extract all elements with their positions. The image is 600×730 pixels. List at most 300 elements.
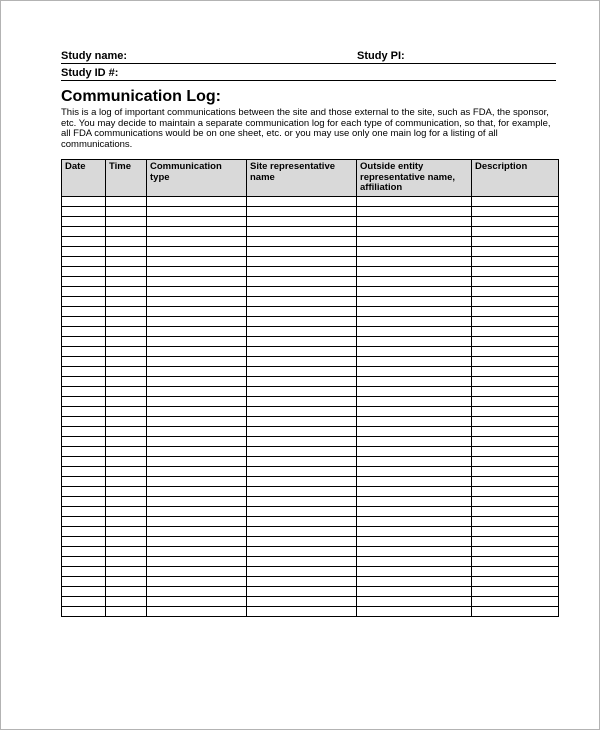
table-cell[interactable]: [247, 206, 357, 216]
table-cell[interactable]: [357, 506, 472, 516]
table-cell[interactable]: [147, 296, 247, 306]
table-cell[interactable]: [472, 586, 559, 596]
table-cell[interactable]: [247, 266, 357, 276]
table-cell[interactable]: [147, 406, 247, 416]
table-row: [62, 356, 559, 366]
column-header: Outside entity representative name, affiliation: [357, 160, 472, 197]
table-cell[interactable]: [472, 596, 559, 606]
table-cell[interactable]: [62, 496, 106, 506]
table-cell[interactable]: [147, 556, 247, 566]
table-row: [62, 326, 559, 336]
table-cell[interactable]: [472, 296, 559, 306]
table-cell[interactable]: [357, 536, 472, 546]
table-cell[interactable]: [357, 576, 472, 586]
table-cell[interactable]: [472, 496, 559, 506]
table-cell[interactable]: [357, 406, 472, 416]
table-cell[interactable]: [247, 316, 357, 326]
table-cell[interactable]: [472, 526, 559, 536]
table-cell[interactable]: [247, 196, 357, 206]
table-cell[interactable]: [472, 196, 559, 206]
table-cell[interactable]: [357, 336, 472, 346]
table-row: [62, 556, 559, 566]
table-cell[interactable]: [62, 386, 106, 396]
table-cell[interactable]: [106, 526, 147, 536]
table-cell[interactable]: [472, 546, 559, 556]
table-cell[interactable]: [62, 216, 106, 226]
table-cell[interactable]: [62, 316, 106, 326]
table-cell[interactable]: [62, 246, 106, 256]
table-cell[interactable]: [357, 556, 472, 566]
table-cell[interactable]: [62, 486, 106, 496]
table-cell[interactable]: [147, 386, 247, 396]
table-row: [62, 466, 559, 476]
table-cell[interactable]: [106, 496, 147, 506]
study-pi-blank[interactable]: [405, 49, 556, 63]
table-cell[interactable]: [472, 606, 559, 616]
table-cell[interactable]: [147, 576, 247, 586]
table-cell[interactable]: [147, 346, 247, 356]
column-header: Site representative name: [247, 160, 357, 197]
table-cell[interactable]: [62, 426, 106, 436]
table-cell[interactable]: [357, 366, 472, 376]
table-cell[interactable]: [357, 276, 472, 286]
table-cell[interactable]: [357, 376, 472, 386]
table-cell[interactable]: [357, 206, 472, 216]
table-cell[interactable]: [106, 426, 147, 436]
table-cell[interactable]: [357, 486, 472, 496]
table-cell[interactable]: [357, 306, 472, 316]
table-cell[interactable]: [357, 196, 472, 206]
table-cell[interactable]: [247, 366, 357, 376]
table-cell[interactable]: [357, 496, 472, 506]
table-cell[interactable]: [472, 246, 559, 256]
study-id-label: Study ID #:: [61, 67, 119, 79]
table-cell[interactable]: [357, 546, 472, 556]
table-cell[interactable]: [62, 446, 106, 456]
table-cell[interactable]: [106, 566, 147, 576]
table-cell[interactable]: [147, 606, 247, 616]
table-cell[interactable]: [106, 366, 147, 376]
table-cell[interactable]: [357, 416, 472, 426]
table-cell[interactable]: [357, 286, 472, 296]
table-cell[interactable]: [357, 526, 472, 536]
table-row: [62, 506, 559, 516]
table-cell[interactable]: [357, 346, 472, 356]
table-cell[interactable]: [62, 566, 106, 576]
table-cell[interactable]: [147, 336, 247, 346]
table-cell[interactable]: [472, 366, 559, 376]
table-cell[interactable]: [247, 276, 357, 286]
table-cell[interactable]: [106, 306, 147, 316]
table-cell[interactable]: [247, 256, 357, 266]
table-cell[interactable]: [357, 466, 472, 476]
table-cell[interactable]: [247, 596, 357, 606]
table-cell[interactable]: [247, 456, 357, 466]
table-cell[interactable]: [147, 466, 247, 476]
table-cell[interactable]: [147, 546, 247, 556]
table-row: [62, 196, 559, 206]
table-row: [62, 486, 559, 496]
table-cell[interactable]: [247, 506, 357, 516]
table-cell[interactable]: [147, 356, 247, 366]
table-cell[interactable]: [106, 356, 147, 366]
table-cell[interactable]: [247, 406, 357, 416]
table-cell[interactable]: [357, 456, 472, 466]
table-cell[interactable]: [472, 466, 559, 476]
table-cell[interactable]: [247, 586, 357, 596]
table-cell[interactable]: [106, 516, 147, 526]
table-row: [62, 446, 559, 456]
table-cell[interactable]: [247, 496, 357, 506]
table-cell[interactable]: [147, 246, 247, 256]
table-header: [62, 160, 559, 197]
table-cell[interactable]: [472, 426, 559, 436]
table-cell[interactable]: [247, 326, 357, 336]
table-cell[interactable]: [62, 576, 106, 586]
table-cell[interactable]: [106, 586, 147, 596]
table-cell[interactable]: [62, 456, 106, 466]
table-cell[interactable]: [147, 596, 247, 606]
table-cell[interactable]: [62, 476, 106, 486]
table-row: [62, 406, 559, 416]
table-cell[interactable]: [106, 486, 147, 496]
table-cell[interactable]: [62, 586, 106, 596]
table-cell[interactable]: [472, 436, 559, 446]
table-row: [62, 456, 559, 466]
table-cell[interactable]: [106, 386, 147, 396]
table-cell[interactable]: [472, 446, 559, 456]
table-cell[interactable]: [62, 536, 106, 546]
table-cell[interactable]: [247, 546, 357, 556]
table-cell[interactable]: [247, 606, 357, 616]
table-cell[interactable]: [247, 336, 357, 346]
description-paragraph: This is a log of important communications between the site and those external to the site, such as FDA, the sponsor, etc. You may decide to maintain a separate communication log for each type of communication, so that, for example, all FDA communications would be on one sheet, etc. or you may use only one main log for a listing of all communications.: [61, 107, 551, 150]
table-cell[interactable]: [472, 576, 559, 586]
table-cell[interactable]: [106, 316, 147, 326]
table-cell[interactable]: [472, 316, 559, 326]
column-header: Time: [106, 160, 147, 197]
table-cell[interactable]: [147, 586, 247, 596]
table-cell[interactable]: [247, 376, 357, 386]
table-cell[interactable]: [147, 366, 247, 376]
table-cell[interactable]: [357, 586, 472, 596]
table-cell[interactable]: [357, 606, 472, 616]
table-cell[interactable]: [247, 556, 357, 566]
table-row: [62, 346, 559, 356]
table-cell[interactable]: [62, 296, 106, 306]
communication-log-table: [61, 159, 559, 617]
table-cell[interactable]: [106, 256, 147, 266]
table-cell[interactable]: [62, 596, 106, 606]
table-cell[interactable]: [106, 396, 147, 406]
table-cell[interactable]: [247, 436, 357, 446]
table-cell[interactable]: [62, 466, 106, 476]
table-cell[interactable]: [472, 276, 559, 286]
table-cell[interactable]: [472, 566, 559, 576]
table-cell[interactable]: [357, 256, 472, 266]
table-cell[interactable]: [472, 226, 559, 236]
table-cell[interactable]: [147, 256, 247, 266]
table-cell[interactable]: [106, 236, 147, 246]
table-cell[interactable]: [62, 366, 106, 376]
table-cell[interactable]: [106, 476, 147, 486]
table-cell[interactable]: [62, 416, 106, 426]
table-cell[interactable]: [147, 306, 247, 316]
table-cell[interactable]: [357, 226, 472, 236]
table-cell[interactable]: [62, 436, 106, 446]
table-cell[interactable]: [106, 546, 147, 556]
table-row: [62, 596, 559, 606]
table-cell[interactable]: [62, 506, 106, 516]
table-row: [62, 386, 559, 396]
table-cell[interactable]: [106, 416, 147, 426]
table-cell[interactable]: [357, 426, 472, 436]
table-cell[interactable]: [147, 276, 247, 286]
table-row: [62, 336, 559, 346]
table-cell[interactable]: [62, 556, 106, 566]
table-row: [62, 476, 559, 486]
table-cell[interactable]: [472, 486, 559, 496]
table-cell[interactable]: [147, 266, 247, 276]
table-cell[interactable]: [62, 236, 106, 246]
table-cell[interactable]: [472, 216, 559, 226]
table-cell[interactable]: [62, 406, 106, 416]
table-row: [62, 426, 559, 436]
table-cell[interactable]: [247, 426, 357, 436]
table-cell[interactable]: [247, 216, 357, 226]
table-cell[interactable]: [147, 376, 247, 386]
table-row: [62, 526, 559, 536]
table-cell[interactable]: [147, 206, 247, 216]
table-cell[interactable]: [106, 536, 147, 546]
table-cell[interactable]: [472, 556, 559, 566]
table-cell[interactable]: [357, 236, 472, 246]
table-cell[interactable]: [62, 226, 106, 236]
table-cell[interactable]: [147, 496, 247, 506]
table-row: [62, 396, 559, 406]
table-cell[interactable]: [247, 236, 357, 246]
table-cell[interactable]: [357, 356, 472, 366]
table-row: [62, 306, 559, 316]
table-row: [62, 546, 559, 556]
table-cell[interactable]: [147, 196, 247, 206]
table-cell[interactable]: [357, 386, 472, 396]
table-cell[interactable]: [247, 396, 357, 406]
table-cell[interactable]: [106, 436, 147, 446]
table-cell[interactable]: [106, 596, 147, 606]
table-cell[interactable]: [472, 206, 559, 216]
table-row: [62, 256, 559, 266]
table-cell[interactable]: [62, 276, 106, 286]
table-row: [62, 586, 559, 596]
table-row: [62, 236, 559, 246]
table-row: [62, 536, 559, 546]
table-cell[interactable]: [106, 326, 147, 336]
table-cell[interactable]: [106, 466, 147, 476]
table-cell[interactable]: [106, 216, 147, 226]
table-row: [62, 316, 559, 326]
table-cell[interactable]: [247, 536, 357, 546]
table-cell[interactable]: [247, 286, 357, 296]
table-cell[interactable]: [62, 306, 106, 316]
table-row: [62, 246, 559, 256]
table-cell[interactable]: [147, 226, 247, 236]
table-cell[interactable]: [62, 396, 106, 406]
table-cell[interactable]: [147, 476, 247, 486]
table-cell[interactable]: [357, 216, 472, 226]
table-cell[interactable]: [472, 356, 559, 366]
table-cell[interactable]: [472, 346, 559, 356]
table-cell[interactable]: [357, 476, 472, 486]
table-cell[interactable]: [357, 446, 472, 456]
table-cell[interactable]: [147, 526, 247, 536]
table-cell[interactable]: [147, 316, 247, 326]
table-cell[interactable]: [472, 416, 559, 426]
table-cell[interactable]: [472, 536, 559, 546]
table-cell[interactable]: [106, 246, 147, 256]
table-cell[interactable]: [357, 516, 472, 526]
table-row: [62, 266, 559, 276]
table-cell[interactable]: [106, 576, 147, 586]
table-cell[interactable]: [472, 456, 559, 466]
table-cell[interactable]: [147, 456, 247, 466]
table-cell[interactable]: [472, 396, 559, 406]
table-cell[interactable]: [147, 416, 247, 426]
table-cell[interactable]: [357, 436, 472, 446]
table-cell[interactable]: [62, 336, 106, 346]
table-row: [62, 516, 559, 526]
table-cell[interactable]: [62, 526, 106, 536]
table-cell[interactable]: [62, 516, 106, 526]
table-cell[interactable]: [472, 266, 559, 276]
table-row: [62, 206, 559, 216]
table-cell[interactable]: [62, 266, 106, 276]
table-cell[interactable]: [247, 346, 357, 356]
table-cell[interactable]: [106, 456, 147, 466]
table-cell[interactable]: [472, 516, 559, 526]
table-cell[interactable]: [106, 196, 147, 206]
table-cell[interactable]: [62, 376, 106, 386]
study-pi-label: Study PI:: [357, 50, 405, 62]
table-cell[interactable]: [147, 396, 247, 406]
table-cell[interactable]: [247, 446, 357, 456]
table-cell[interactable]: [106, 376, 147, 386]
table-cell[interactable]: [106, 346, 147, 356]
table-cell[interactable]: [147, 486, 247, 496]
table-cell[interactable]: [147, 566, 247, 576]
table-cell[interactable]: [147, 516, 247, 526]
table-cell[interactable]: [106, 286, 147, 296]
table-cell[interactable]: [106, 226, 147, 236]
table-cell[interactable]: [62, 546, 106, 556]
table-cell[interactable]: [357, 316, 472, 326]
table-cell[interactable]: [472, 326, 559, 336]
table-cell[interactable]: [147, 446, 247, 456]
table-cell[interactable]: [472, 336, 559, 346]
study-name-blank[interactable]: [127, 49, 357, 63]
table-cell[interactable]: [472, 286, 559, 296]
table-cell[interactable]: [472, 386, 559, 396]
table-cell[interactable]: [106, 406, 147, 416]
table-cell[interactable]: [247, 526, 357, 536]
table-cell[interactable]: [106, 606, 147, 616]
table-cell[interactable]: [147, 326, 247, 336]
table-cell[interactable]: [147, 536, 247, 546]
table-cell[interactable]: [106, 446, 147, 456]
table-cell[interactable]: [147, 426, 247, 436]
table-cell[interactable]: [472, 476, 559, 486]
table-cell[interactable]: [106, 276, 147, 286]
table-cell[interactable]: [472, 256, 559, 266]
table-cell[interactable]: [357, 326, 472, 336]
table-cell[interactable]: [472, 376, 559, 386]
table-cell[interactable]: [62, 196, 106, 206]
table-cell[interactable]: [247, 226, 357, 236]
study-id-row: [61, 66, 556, 81]
table-cell[interactable]: [357, 566, 472, 576]
table-cell[interactable]: [62, 286, 106, 296]
page-title: Communication Log:: [61, 88, 221, 105]
table-cell[interactable]: [357, 596, 472, 606]
table-cell[interactable]: [62, 206, 106, 216]
table-cell[interactable]: [472, 236, 559, 246]
table-cell[interactable]: [106, 336, 147, 346]
table-cell[interactable]: [247, 386, 357, 396]
table-cell[interactable]: [106, 556, 147, 566]
table-cell[interactable]: [147, 506, 247, 516]
table-cell[interactable]: [247, 356, 357, 366]
table-cell[interactable]: [147, 436, 247, 446]
table-cell[interactable]: [147, 236, 247, 246]
table-cell[interactable]: [106, 506, 147, 516]
table-cell[interactable]: [472, 506, 559, 516]
table-cell[interactable]: [62, 356, 106, 366]
column-header: Description: [472, 160, 559, 197]
table-cell[interactable]: [472, 406, 559, 416]
table-cell[interactable]: [247, 516, 357, 526]
table-row: [62, 286, 559, 296]
table-cell[interactable]: [247, 476, 357, 486]
table-cell[interactable]: [106, 206, 147, 216]
table-cell[interactable]: [247, 246, 357, 256]
table-cell[interactable]: [357, 266, 472, 276]
table-cell[interactable]: [247, 306, 357, 316]
table-cell[interactable]: [147, 216, 247, 226]
table-cell[interactable]: [62, 606, 106, 616]
table-cell[interactable]: [247, 296, 357, 306]
table-cell[interactable]: [106, 296, 147, 306]
table-cell[interactable]: [357, 246, 472, 256]
table-cell[interactable]: [357, 396, 472, 406]
table-row: [62, 296, 559, 306]
table-row: [62, 576, 559, 586]
study-name-label: Study name:: [61, 50, 128, 62]
table-cell[interactable]: [62, 256, 106, 266]
table-cell[interactable]: [62, 346, 106, 356]
table-cell[interactable]: [247, 566, 357, 576]
table-cell[interactable]: [472, 306, 559, 316]
table-cell[interactable]: [247, 486, 357, 496]
table-cell[interactable]: [247, 416, 357, 426]
table-cell[interactable]: [62, 326, 106, 336]
table-cell[interactable]: [357, 296, 472, 306]
table-cell[interactable]: [106, 266, 147, 276]
table-cell[interactable]: [147, 286, 247, 296]
study-id-blank[interactable]: [118, 66, 556, 80]
table-row: [62, 566, 559, 576]
table-cell[interactable]: [247, 466, 357, 476]
table-cell[interactable]: [247, 576, 357, 586]
